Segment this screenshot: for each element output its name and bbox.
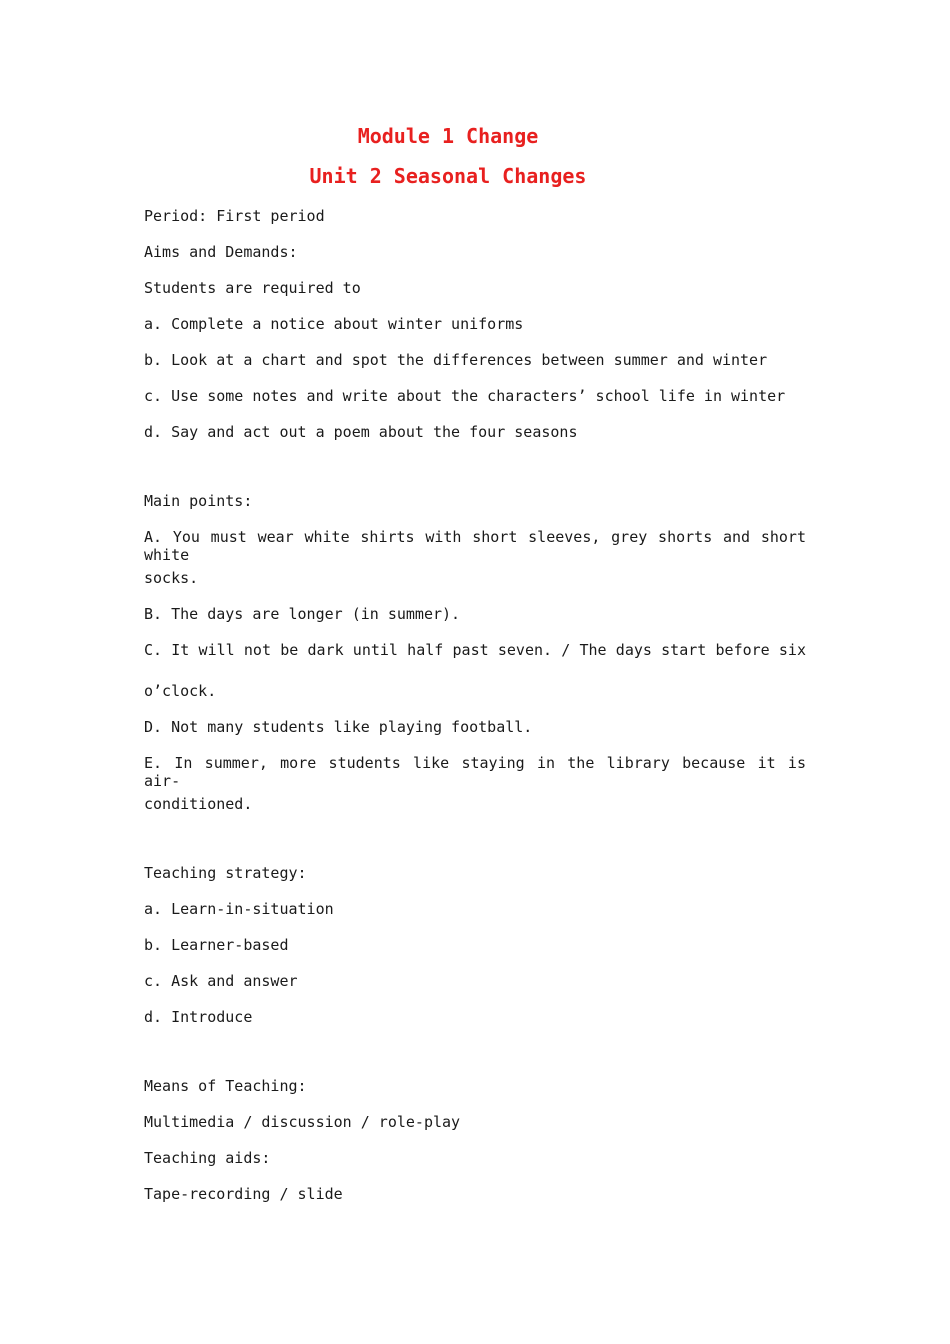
aim-item-d: d. Say and act out a poem about the four seasons xyxy=(144,423,578,441)
main-point-c-line1: C. It will not be dark until half past seven. / The days start before six xyxy=(144,641,806,659)
unit-title: Unit 2 Seasonal Changes xyxy=(309,164,587,188)
aids-text: Tape-recording / slide xyxy=(144,1185,343,1203)
main-points-heading: Main points: xyxy=(144,492,253,510)
aids-heading: Teaching aids: xyxy=(144,1149,271,1167)
main-point-a-line2: socks. xyxy=(144,569,199,587)
strategy-item-c: c. Ask and answer xyxy=(144,972,298,990)
strategy-item-d: d. Introduce xyxy=(144,1008,253,1026)
aim-item-b: b. Look at a chart and spot the differences between summer and winter xyxy=(144,351,768,369)
aims-intro: Students are required to xyxy=(144,279,361,297)
main-point-a-line1: A. You must wear white shirts with short sleeves, grey shorts and short white xyxy=(144,528,806,564)
main-point-b: B. The days are longer (in summer). xyxy=(144,605,461,623)
module-title: Module 1 Change xyxy=(357,124,539,148)
aims-heading: Aims and Demands: xyxy=(144,243,298,261)
main-point-e-line1: E. In summer, more students like staying in the library because it is air- xyxy=(144,754,806,790)
strategy-item-a: a. Learn-in-situation xyxy=(144,900,334,918)
aim-item-a: a. Complete a notice about winter uniforms xyxy=(144,315,524,333)
main-point-c-line2: o’clock. xyxy=(144,682,217,700)
period-line: Period: First period xyxy=(144,207,325,225)
strategy-heading: Teaching strategy: xyxy=(144,864,307,882)
means-text: Multimedia / discussion / role-play xyxy=(144,1113,461,1131)
main-point-e-line2: conditioned. xyxy=(144,795,253,813)
aim-item-c: c. Use some notes and write about the characters’ school life in winter xyxy=(144,387,786,405)
main-point-d: D. Not many students like playing football. xyxy=(144,718,533,736)
means-heading: Means of Teaching: xyxy=(144,1077,307,1095)
strategy-item-b: b. Learner-based xyxy=(144,936,289,954)
